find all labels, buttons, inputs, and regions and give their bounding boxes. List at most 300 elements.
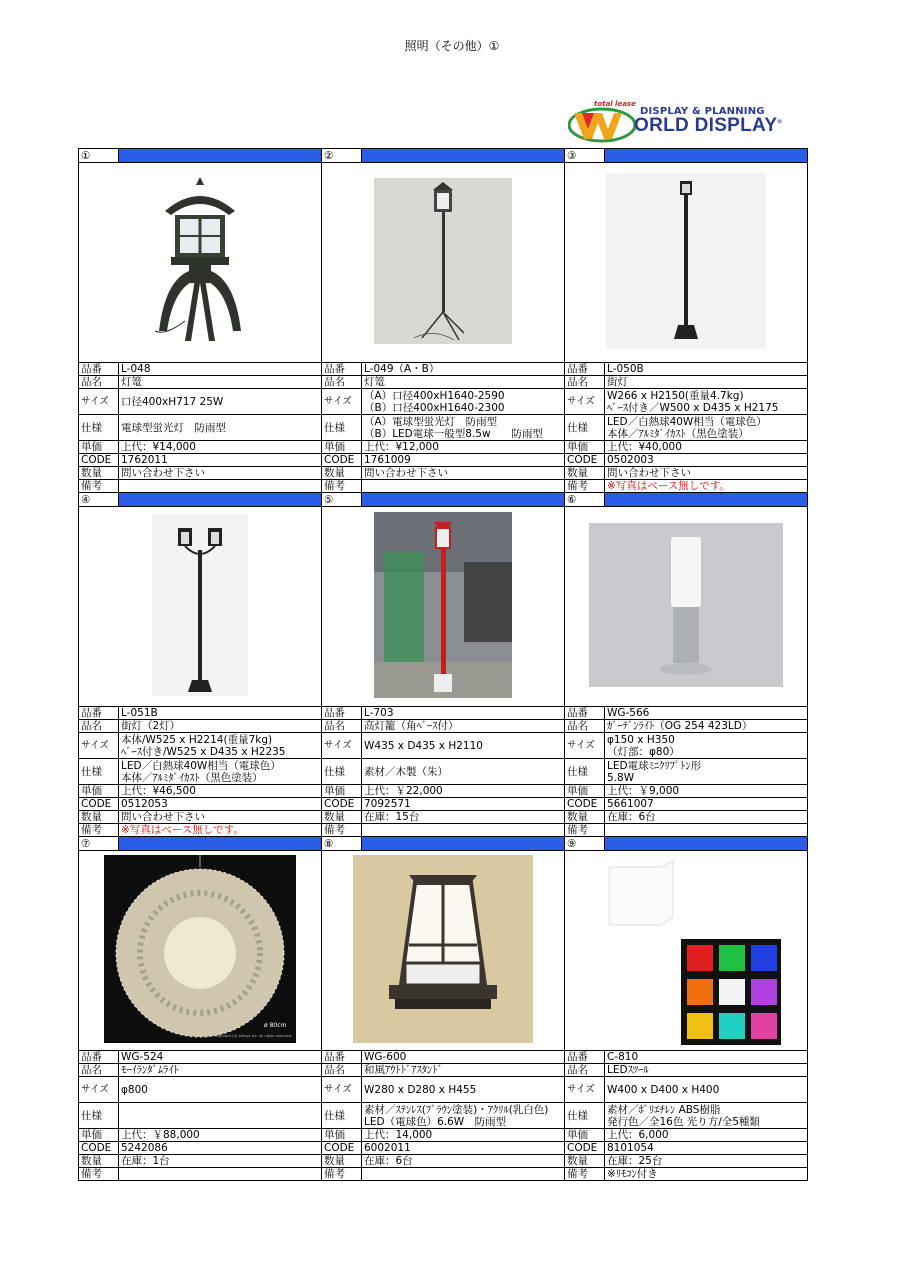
spec-value-line: （B）LED電球一般型8.5w 防雨型: [364, 427, 544, 440]
product-photo-cell: [565, 163, 808, 363]
remarks-value-cell: [119, 824, 322, 837]
part-no-value-cell: [362, 363, 565, 376]
price-value-cell: [605, 785, 808, 798]
spec-value-cell: [605, 415, 808, 441]
part-no-value-cell: [119, 1051, 322, 1064]
code-value-cell: [605, 454, 808, 467]
remarks-value-cell: [362, 824, 565, 837]
item-number-cell: [565, 493, 605, 507]
size-label: サイズ: [567, 1084, 595, 1095]
remarks-value-cell: [605, 480, 808, 493]
quantity-row: [79, 811, 808, 824]
price-label-cell: [322, 1129, 362, 1142]
item-number: ⑧: [324, 837, 334, 850]
spec-label-cell: [322, 415, 362, 441]
product-photo-cell: [79, 507, 322, 707]
quantity-label-cell: [565, 467, 605, 480]
spec-value-line: 素材／ｽﾃﾝﾚｽ(ﾌﾞﾗｳﾝ塗装)・ｱｸﾘﾙ(乳白色): [364, 1103, 549, 1116]
remarks-label-cell: [565, 1168, 605, 1181]
price-label: 単価: [81, 441, 102, 453]
code-label-cell: [322, 1142, 362, 1155]
spec-value-line: 5.8W: [607, 771, 635, 784]
product-name-value-cell: [362, 1064, 565, 1077]
quantity-label-cell: [79, 811, 119, 824]
spec-value-cell: [119, 759, 322, 785]
part-no-label: 品番: [324, 1051, 345, 1063]
spec-value-line: 素材／ﾎﾟﾘｴﾁﾚﾝ ABS樹脂: [607, 1103, 721, 1116]
quantity-value-cell: [362, 1155, 565, 1168]
header-bar: [119, 837, 322, 851]
code-row: [79, 1142, 808, 1155]
product-name-label-cell: [79, 720, 119, 733]
world-display-text: ORLD DISPLAY®: [634, 115, 783, 136]
spec-value-line: 本体／ｱﾙﾐﾀﾞｲｶｽﾄ（黒色塗装）: [607, 427, 749, 440]
spec-value-cell: [119, 415, 322, 441]
header-bar: [362, 837, 565, 851]
remarks-label: 備考: [324, 1168, 345, 1180]
code-label: CODE: [324, 798, 355, 810]
product-name-value: 街灯（2灯）: [121, 720, 181, 732]
product-photo-cell: [79, 163, 322, 363]
remarks-label: 備考: [567, 824, 588, 836]
item-number-cell: [565, 837, 605, 851]
product-name-value-cell: [119, 1064, 322, 1077]
product-name-value-cell: [119, 376, 322, 389]
quantity-value-cell: [362, 467, 565, 480]
code-value: 1761009: [364, 454, 411, 466]
product-name-label: 品名: [81, 720, 102, 732]
quantity-value-cell: [605, 467, 808, 480]
part-no-value-cell: [605, 363, 808, 376]
quantity-value: 問い合わせ下さい: [121, 811, 205, 823]
spec-value-line: LED（電球色）6.6W 防雨型: [364, 1115, 507, 1128]
spec-label-cell: [565, 759, 605, 785]
code-value-cell: [119, 1142, 322, 1155]
code-label-cell: [322, 454, 362, 467]
quantity-label: 数量: [81, 811, 102, 823]
product-name-value: 和風ｱｳﾄﾄﾞｱｽﾀﾝﾄﾞ: [364, 1064, 443, 1076]
garden-light-photo: [589, 523, 783, 687]
size-value-line: W400 x D400 x H400: [607, 1083, 720, 1096]
size-label: サイズ: [81, 1084, 109, 1095]
size-label-cell: [565, 1077, 605, 1103]
quantity-value: 問い合わせ下さい: [364, 467, 448, 479]
code-value: 1762011: [121, 454, 168, 466]
product-name-row: [79, 720, 808, 733]
part-no-label: 品番: [81, 1051, 102, 1063]
product-name-label-cell: [79, 376, 119, 389]
spec-value-line: LED／白熱球40W相当（電球色）: [607, 415, 767, 428]
page-title: 照明（その他）①: [404, 39, 500, 53]
size-value-line: ﾍﾞｰｽ付き／W500 x D435 x H2175: [607, 401, 779, 414]
price-value-cell: [605, 441, 808, 454]
remarks-row: [79, 1168, 808, 1181]
spec-value-line: （A）電球型蛍光灯 防雨型: [364, 415, 498, 428]
part-no-value: L-049（A・B）: [364, 363, 440, 375]
product-name-value-cell: [362, 720, 565, 733]
code-label: CODE: [81, 454, 112, 466]
size-value-cell: [362, 389, 565, 415]
spec-value-line: 発行色／全16色 光り方/全5種類: [607, 1115, 760, 1128]
part-no-label: 品番: [567, 363, 588, 375]
price-label-cell: [565, 441, 605, 454]
spec-label: 仕様: [81, 1109, 102, 1122]
price-row: [79, 785, 808, 798]
size-label-cell: [79, 1077, 119, 1103]
size-value-cell: [605, 733, 808, 759]
spec-label-cell: [565, 1103, 605, 1129]
remarks-row: [79, 480, 808, 493]
part-no-value: L-051B: [121, 707, 158, 719]
code-value-cell: [605, 1142, 808, 1155]
header-bar: [605, 493, 808, 507]
price-label: 単価: [324, 441, 345, 453]
size-label: サイズ: [81, 740, 109, 751]
price-row: [79, 1129, 808, 1142]
street-lamp-photo: [606, 173, 766, 349]
quantity-value: 在庫：6台: [364, 1155, 413, 1167]
product-name-label-cell: [565, 376, 605, 389]
header-bar: [605, 149, 808, 163]
size-label: サイズ: [81, 396, 109, 407]
code-value-cell: [362, 798, 565, 811]
quantity-label: 数量: [567, 1155, 588, 1167]
code-value-cell: [362, 1142, 565, 1155]
size-label: サイズ: [324, 1084, 352, 1095]
lantern-photo: [145, 171, 255, 351]
part-no-row: [79, 363, 808, 376]
code-label: CODE: [567, 798, 598, 810]
spec-value-cell: [362, 415, 565, 441]
product-name-value: 灯篭: [121, 376, 142, 388]
item-number-cell: [565, 149, 605, 163]
size-row: [79, 733, 808, 759]
part-no-row: [79, 707, 808, 720]
quantity-value-cell: [605, 811, 808, 824]
price-label-cell: [79, 1129, 119, 1142]
size-value-cell: [605, 1077, 808, 1103]
code-value: 0512053: [121, 798, 168, 810]
quantity-value-cell: [119, 811, 322, 824]
spec-label-cell: [79, 415, 119, 441]
product-catalog-table: [78, 148, 808, 1181]
product-photo-cell: [565, 507, 808, 707]
code-label: CODE: [81, 798, 112, 810]
display-planning-text: DISPLAY & PLANNING: [640, 106, 765, 117]
product-name-label: 品名: [567, 720, 588, 732]
product-name-value-cell: [362, 376, 565, 389]
quantity-value: 問い合わせ下さい: [607, 467, 691, 479]
remarks-value-cell: [605, 824, 808, 837]
code-label: CODE: [81, 1142, 112, 1154]
spec-value-line: 本体／ｱﾙﾐﾀﾞｲｶｽﾄ（黒色塗装）: [121, 771, 263, 784]
part-no-value: L-703: [364, 707, 394, 719]
spec-label-cell: [79, 1103, 119, 1129]
price-value-cell: [362, 785, 565, 798]
remarks-value-cell: [605, 1168, 808, 1181]
code-value: 0502003: [607, 454, 654, 466]
header-bar: [119, 493, 322, 507]
quantity-value: 在庫：6台: [607, 811, 656, 823]
size-value-cell: [605, 389, 808, 415]
remarks-label-cell: [79, 824, 119, 837]
item-number-cell: [322, 149, 362, 163]
price-label-cell: [79, 785, 119, 798]
part-no-label: 品番: [81, 707, 102, 719]
price-label: 単価: [567, 785, 588, 797]
spec-value-line: LED／白熱球40W相当（電球色）: [121, 759, 281, 772]
size-label-cell: [322, 733, 362, 759]
remarks-label: 備考: [81, 480, 102, 492]
price-value: 上代：￥22,000: [364, 785, 443, 797]
price-value: 上代：14,000: [364, 1129, 433, 1141]
product-name-value: ﾓｰｲﾗﾝﾀﾞﾑﾗｲﾄ: [121, 1064, 179, 1076]
spec-row: [79, 1103, 808, 1129]
header-bar: [119, 149, 322, 163]
part-no-label-cell: [322, 363, 362, 376]
product-name-row: [79, 376, 808, 389]
product-name-label: 品名: [567, 1064, 588, 1076]
item-number: ④: [81, 493, 91, 506]
item-number-row: [79, 837, 808, 851]
double-street-lamp-photo: [152, 514, 248, 696]
price-value: 上代：6,000: [607, 1129, 669, 1141]
size-label: サイズ: [324, 396, 352, 407]
part-no-label-cell: [322, 707, 362, 720]
part-no-label-cell: [565, 707, 605, 720]
quantity-label: 数量: [81, 467, 102, 479]
price-value-cell: [605, 1129, 808, 1142]
size-value-line: φ800: [121, 1083, 148, 1096]
remarks-label-cell: [79, 1168, 119, 1181]
size-label-cell: [322, 1077, 362, 1103]
spec-label: 仕様: [81, 765, 102, 778]
code-value: 5661007: [607, 798, 654, 810]
size-value-line: （A）口径400xH1640-2590: [364, 389, 505, 402]
size-value-cell: [119, 389, 322, 415]
quantity-value-cell: [119, 1155, 322, 1168]
item-number: ③: [567, 149, 577, 162]
code-label: CODE: [324, 1142, 355, 1154]
code-value: 5242086: [121, 1142, 168, 1154]
size-row: [79, 389, 808, 415]
size-label-cell: [79, 733, 119, 759]
size-value-line: 口径400xH717 25W: [121, 395, 224, 408]
price-value-cell: [362, 441, 565, 454]
price-label-cell: [565, 1129, 605, 1142]
size-value-line: ﾍﾞｰｽ付き/W525 x D435 x H2235: [121, 745, 286, 758]
item-number-cell: [322, 493, 362, 507]
price-label: 単価: [567, 441, 588, 453]
price-label-cell: [565, 785, 605, 798]
photo-row: [79, 163, 808, 363]
product-name-label: 品名: [567, 376, 588, 388]
photo-caption-copyright: Copyright (C) airtoys Inc. All rights reserved.: [214, 1034, 293, 1038]
photo-row: [79, 851, 808, 1051]
part-no-label: 品番: [324, 707, 345, 719]
part-no-value: C-810: [607, 1051, 639, 1063]
quantity-value: 在庫：25台: [607, 1155, 663, 1167]
photo-row: [79, 507, 808, 707]
item-number: ⑥: [567, 493, 577, 506]
remarks-label-cell: [322, 824, 362, 837]
spec-value-cell: [119, 1103, 322, 1129]
product-name-label-cell: [565, 720, 605, 733]
part-no-label-cell: [79, 707, 119, 720]
remarks-label: 備考: [567, 480, 588, 492]
part-no-value: L-050B: [607, 363, 644, 375]
item-number-cell: [79, 149, 119, 163]
product-name-value-cell: [605, 720, 808, 733]
part-no-value: WG-600: [364, 1051, 407, 1063]
spec-label-cell: [322, 759, 362, 785]
product-name-label-cell: [565, 1064, 605, 1077]
quantity-label-cell: [322, 1155, 362, 1168]
size-value-line: （B）口径400xH1640-2300: [364, 401, 505, 414]
japanese-stand-photo: [353, 855, 533, 1043]
spec-label: 仕様: [81, 421, 102, 434]
size-label: サイズ: [324, 740, 352, 751]
quantity-value-cell: [605, 1155, 808, 1168]
code-label-cell: [565, 798, 605, 811]
part-no-label-cell: [322, 1051, 362, 1064]
part-no-value-cell: [119, 707, 322, 720]
part-no-value-cell: [119, 363, 322, 376]
product-photo-cell: [322, 851, 565, 1051]
code-label-cell: [79, 1142, 119, 1155]
quantity-label-cell: [565, 1155, 605, 1168]
code-label: CODE: [567, 1142, 598, 1154]
price-label-cell: [322, 441, 362, 454]
spec-label-cell: [322, 1103, 362, 1129]
item-number-row: [79, 149, 808, 163]
spec-value-line: LED電球ﾐﾆｸﾘﾌﾟﾄﾝ形: [607, 759, 702, 772]
remarks-label-cell: [565, 480, 605, 493]
product-name-value: 街灯: [607, 376, 628, 388]
quantity-label: 数量: [81, 1155, 102, 1167]
price-value-cell: [119, 441, 322, 454]
price-label: 単価: [324, 1129, 345, 1141]
remarks-label: 備考: [324, 824, 345, 836]
red-lantern-photo: [374, 512, 512, 698]
product-name-label: 品名: [81, 1064, 102, 1076]
product-name-label-cell: [322, 1064, 362, 1077]
remarks-label: 備考: [81, 1168, 102, 1180]
price-value-cell: [119, 1129, 322, 1142]
size-value-line: W280 x D280 x H455: [364, 1083, 477, 1096]
price-value: 上代：￥9,000: [607, 785, 680, 797]
spec-label-cell: [565, 415, 605, 441]
part-no-value: WG-566: [607, 707, 650, 719]
product-name-value: 高灯籠（角ﾍﾞｰｽ付）: [364, 720, 459, 732]
item-number-row: [79, 493, 808, 507]
quantity-value-cell: [119, 467, 322, 480]
size-label: サイズ: [567, 740, 595, 751]
part-no-label: 品番: [567, 1051, 588, 1063]
part-no-label-cell: [565, 1051, 605, 1064]
spec-value-line: 電球型蛍光灯 防雨型: [121, 421, 226, 434]
part-no-label: 品番: [81, 363, 102, 375]
code-row: [79, 454, 808, 467]
item-number: ⑨: [567, 837, 577, 850]
remarks-label-cell: [565, 824, 605, 837]
part-no-label-cell: [79, 363, 119, 376]
photo-caption-size: ø 80cm: [264, 1022, 287, 1029]
item-number-cell: [322, 837, 362, 851]
item-number-cell: [79, 493, 119, 507]
code-label: CODE: [324, 454, 355, 466]
quantity-value: 問い合わせ下さい: [121, 467, 205, 479]
tall-lantern-photo: [374, 178, 512, 344]
product-photo-cell: [79, 851, 322, 1051]
part-no-row: [79, 1051, 808, 1064]
quantity-row: [79, 1155, 808, 1168]
remarks-label-cell: [79, 480, 119, 493]
led-stool-photo: [591, 853, 781, 1045]
product-name-label: 品名: [324, 1064, 345, 1076]
spec-label: 仕様: [567, 1109, 588, 1122]
product-name-row: [79, 1064, 808, 1077]
part-no-value: L-048: [121, 363, 151, 375]
spec-label: 仕様: [324, 765, 345, 778]
remarks-value-cell: [119, 1168, 322, 1181]
product-photo-cell: [322, 507, 565, 707]
size-value-cell: [119, 1077, 322, 1103]
product-name-value: ｶﾞｰﾃﾞﾝﾗｲﾄ（OG 254 423LD）: [607, 720, 753, 732]
total-lease-text: total lease: [594, 100, 636, 108]
product-name-label-cell: [79, 1064, 119, 1077]
spec-value-line: 素材／木製（朱）: [364, 765, 448, 778]
price-label: 単価: [81, 1129, 102, 1141]
remarks-row: [79, 824, 808, 837]
spec-value-cell: [605, 1103, 808, 1129]
product-name-label: 品名: [81, 376, 102, 388]
quantity-label-cell: [79, 467, 119, 480]
product-name-value: 灯篭: [364, 376, 385, 388]
product-name-value-cell: [605, 1064, 808, 1077]
size-label: サイズ: [567, 396, 595, 407]
price-label-cell: [322, 785, 362, 798]
remarks-label: 備考: [81, 824, 102, 836]
part-no-label-cell: [79, 1051, 119, 1064]
part-no-label-cell: [565, 363, 605, 376]
quantity-value-cell: [362, 811, 565, 824]
remarks-value: ※写真はベース無しです。: [607, 480, 730, 492]
item-number: ①: [81, 149, 91, 162]
header-bar: [605, 837, 808, 851]
code-value-cell: [362, 454, 565, 467]
remarks-value: ※写真はベース無しです。: [121, 824, 244, 836]
product-name-label: 品名: [324, 376, 345, 388]
code-value-cell: [119, 798, 322, 811]
spec-label-cell: [79, 759, 119, 785]
quantity-label: 数量: [324, 811, 345, 823]
part-no-label: 品番: [324, 363, 345, 375]
code-value: 7092571: [364, 798, 411, 810]
remarks-label-cell: [322, 480, 362, 493]
price-value: 上代：¥40,000: [607, 441, 682, 453]
part-no-value: WG-524: [121, 1051, 164, 1063]
code-label-cell: [322, 798, 362, 811]
string-ball-light-photo: [104, 855, 296, 1043]
spec-value-cell: [362, 759, 565, 785]
quantity-label: 数量: [324, 1155, 345, 1167]
quantity-label-cell: [565, 811, 605, 824]
price-label: 単価: [81, 785, 102, 797]
quantity-label-cell: [322, 467, 362, 480]
world-display-logo: [568, 100, 808, 144]
product-name-label-cell: [322, 720, 362, 733]
